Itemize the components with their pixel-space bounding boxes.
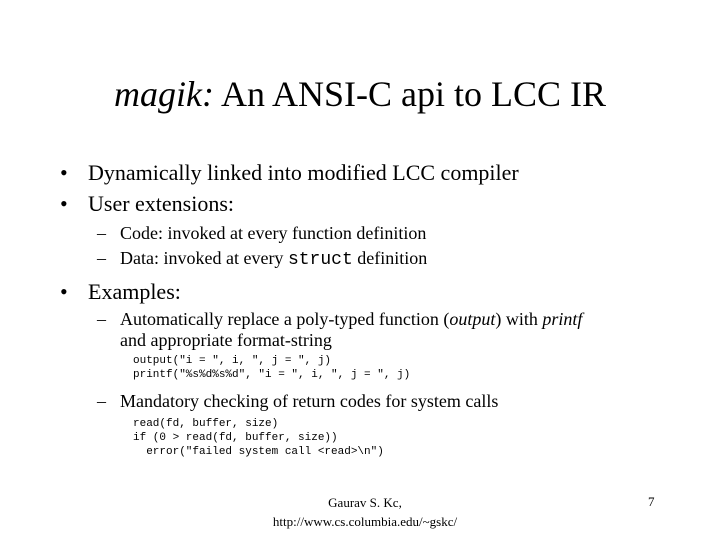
title-emphasis: magik:: [114, 74, 214, 114]
bullet-icon: •: [60, 279, 68, 304]
footer-author: Gaurav S. Kc,: [328, 495, 402, 510]
sub-bullet-text: and appropriate format-string: [120, 330, 332, 350]
dash-icon: –: [97, 309, 106, 329]
slide-title: [0, 72, 720, 116]
sub-bullet-text: Code: invoked at every function definition: [120, 223, 427, 243]
code-line: read(fd, buffer, size): [133, 418, 279, 430]
code-line: printf("%s%d%s%d", "i = ", i, ", j = ", j): [133, 369, 411, 381]
bullet-text: Examples:: [88, 279, 181, 304]
sub-bullet-text-post: definition: [352, 248, 428, 268]
sub-bullet-text: [120, 308, 582, 330]
footer-url: http://www.cs.columbia.edu/~gskc/: [272, 514, 458, 529]
code-line: if (0 > read(fd, buffer, size)): [133, 432, 338, 444]
dash-icon: –: [97, 391, 106, 411]
example-text-pre: Automatically replace a poly-typed function (: [120, 309, 450, 329]
sub-bullet-text-pre: Data: invoked at every: [120, 248, 288, 268]
example-emphasis-printf: printf: [542, 309, 583, 329]
sub-bullet-text: Mandatory checking of return codes for system calls: [120, 391, 499, 411]
bullet-icon: •: [60, 191, 68, 216]
title-text: An ANSI-C api to LCC IR: [213, 74, 606, 114]
dash-icon: –: [97, 223, 106, 243]
example-text-mid: ) with: [495, 309, 543, 329]
bullet-text: User extensions:: [88, 191, 235, 216]
example-emphasis-output: output: [449, 309, 496, 329]
bullet-icon: •: [60, 160, 68, 185]
footer: [240, 493, 490, 531]
code-line: error("failed system call <read>\n"): [133, 446, 384, 458]
code-keyword: struct: [287, 250, 353, 270]
sub-bullet-text: [120, 247, 427, 271]
page-number: 7: [648, 494, 655, 509]
bullet-text: Dynamically linked into modified LCC compiler: [88, 160, 519, 185]
code-line: output("i = ", i, ", j = ", j): [133, 355, 332, 367]
dash-icon: –: [97, 248, 106, 268]
